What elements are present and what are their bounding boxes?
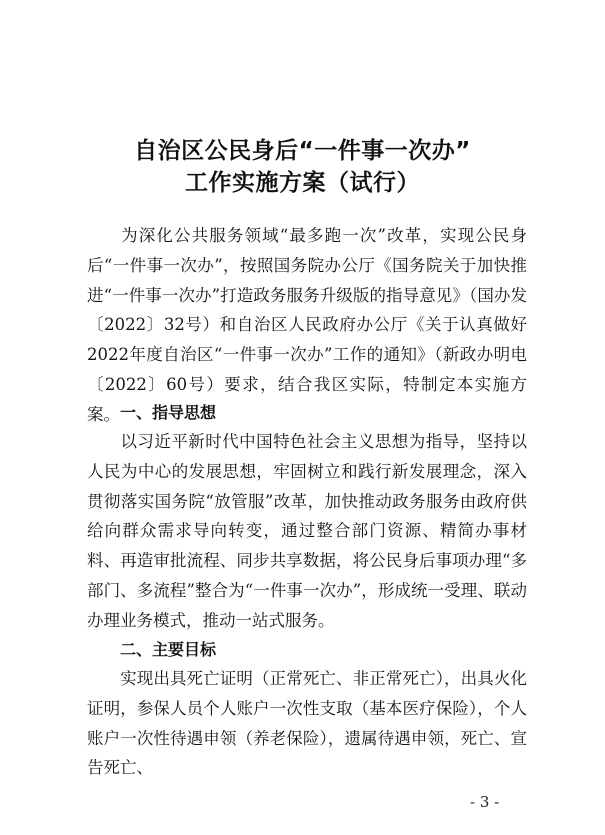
page-number: - 3 - xyxy=(470,793,500,811)
document-title-line-1: 自治区公民身后“一件事一次办” xyxy=(134,138,471,164)
intro-paragraph xyxy=(87,221,527,430)
guiding-ideology-text: 以习近平新时代中国特色社会主义思想为指导，坚持以人民为中心的发展思想，牢固树立和践行新发展理念，深入贯彻落实国务院“放管服”改革，加快推动政务服务由政府供给向群众需求导向转变，通过整合部门资源、精简办事材料、再造审批流程、同步共享数据，将公民身后事项办理“多部门、多流程”整合为“一件事一次办”，形成统一受理、联动办理业务模式，推动一站式服务。 xyxy=(87,432,527,630)
section-heading-guiding-ideology: 一、指导思想 xyxy=(120,403,217,422)
intro-paragraph-text: 为深化公共服务领域“最多跑一次”改革，实现公民身后“一件事一次办”，按照国务院办公厅《国务院关于加快推进“一件事一次办”打造政务服务升级版的指导意见》（国办发〔2022〕32号）和自治区人民政府办公厅《关于认真做好2022年度自治区“一件事一次办”工作的通知》（新政办明电〔2022〕60号）要求，结合我区实际，特制定本实施方案。 xyxy=(87,226,527,424)
document-title-line-2: 工作实施方案（试行） xyxy=(185,170,420,196)
main-goals-paragraph xyxy=(87,664,527,783)
section-heading-main-goals: 二、主要目标 xyxy=(120,640,217,659)
main-goals-text: 实现出具死亡证明（正常死亡、非正常死亡），出具火化证明，参保人员个人账户一次性支取（基本医疗保险），个人账户一次性待遇申领（养老保险），遗属待遇申领，死亡、宣告死亡、 xyxy=(87,669,527,778)
guiding-ideology-paragraph xyxy=(87,427,527,636)
